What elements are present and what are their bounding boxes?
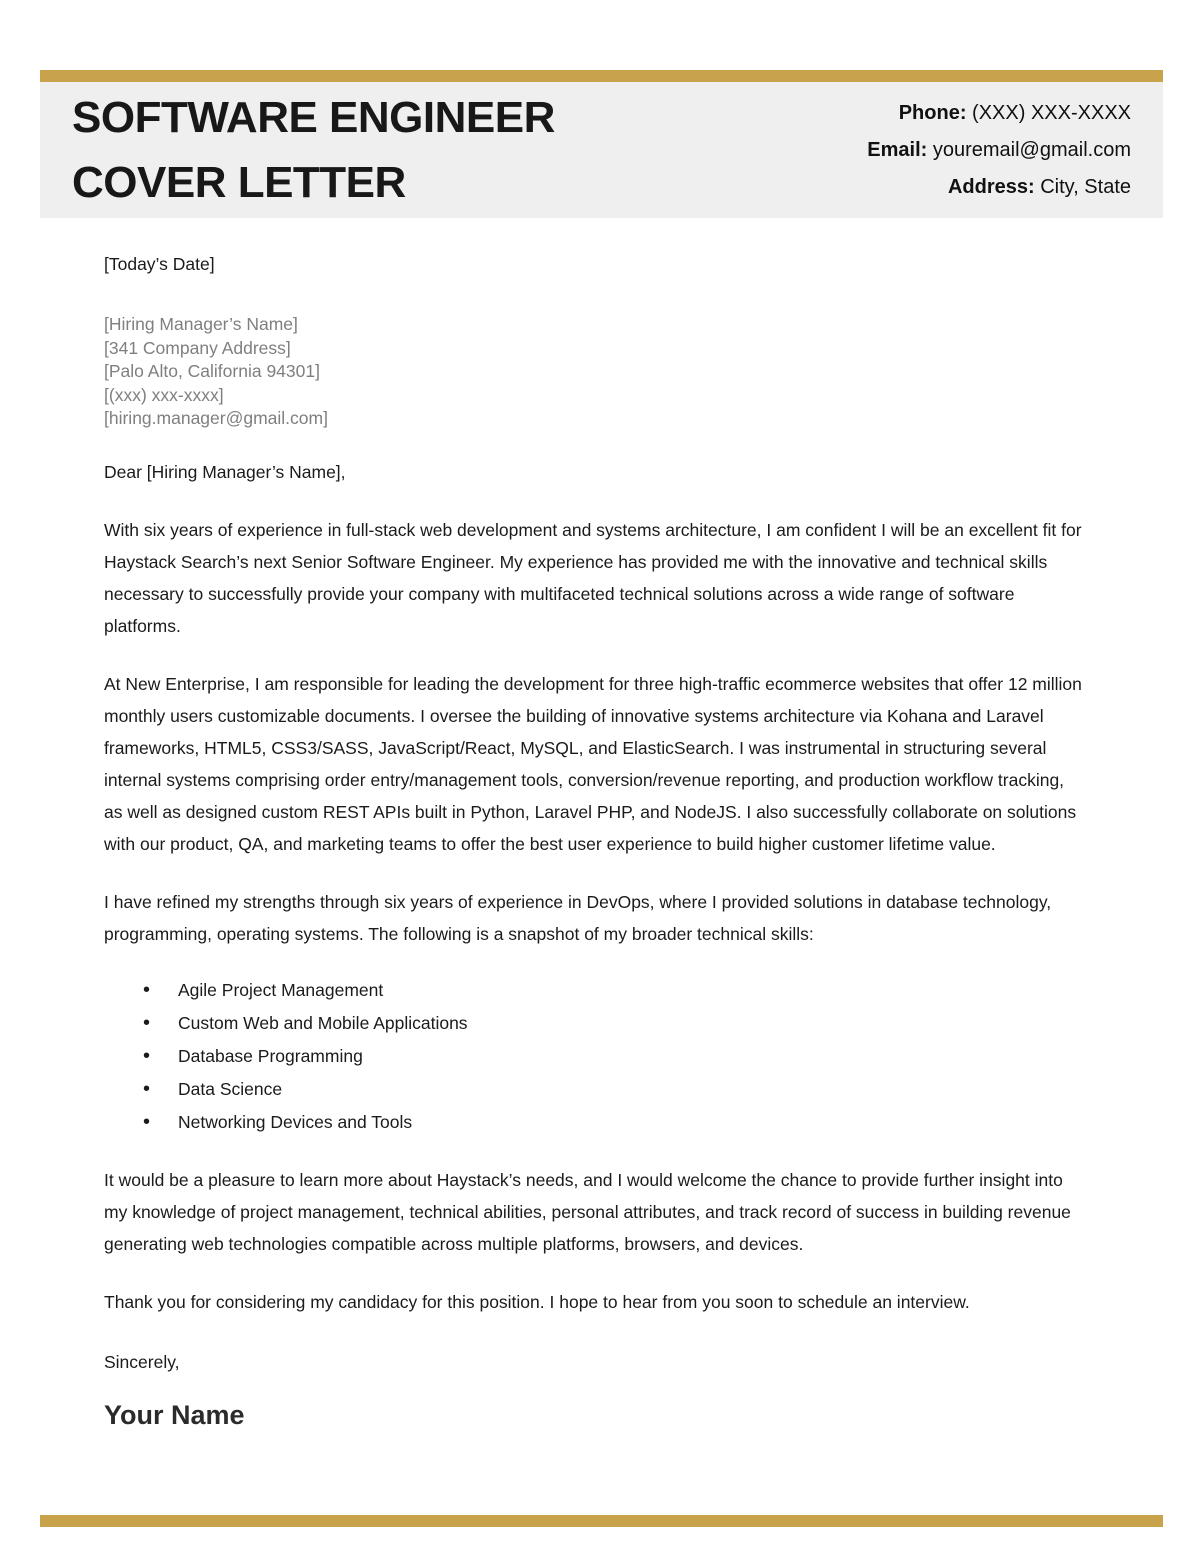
top-accent-bar: [40, 70, 1163, 82]
contact-info: [867, 95, 1131, 206]
signature-name: Your Name: [104, 1399, 245, 1430]
page-title: [72, 85, 555, 215]
letter-header: [40, 82, 1163, 218]
valediction: Sincerely,: [104, 1351, 180, 1372]
paragraph-thanks: Thank you for considering my candidacy for this position. I hope to hear from you soon to schedule an interview.: [104, 1291, 970, 1312]
skill-item: • Agile Project Management: [104, 974, 1087, 1006]
contact-phone: [867, 95, 1131, 132]
recipient-email: [hiring.manager@gmail.com]: [104, 408, 328, 428]
paragraph-skills-intro: I have refined my strengths through six years of experience in DevOps, where I provided solutions in database technology, programming, operating systems. The following is a snapshot of my broader technical skills:: [104, 891, 1052, 944]
letter-body: [0, 218, 1200, 1433]
contact-phone-label: Phone:: [898, 101, 967, 124]
skill-item: • Networking Devices and Tools: [104, 1106, 1087, 1138]
bottom-accent-bar: [40, 1515, 1163, 1527]
recipient-phone: [(xxx) xxx-xxxx]: [104, 384, 224, 405]
skills-list: [104, 974, 1087, 1138]
title-line-1: SOFTWARE ENGINEER: [72, 93, 555, 142]
skill-item: • Database Programming: [104, 1040, 1087, 1072]
letter-date: [Today’s Date]: [104, 254, 215, 274]
title-line-2: COVER LETTER: [72, 158, 406, 207]
contact-address: [867, 169, 1131, 206]
contact-email: [867, 132, 1131, 169]
salutation: Dear [Hiring Manager’s Name],: [104, 461, 346, 482]
recipient-name: [Hiring Manager’s Name]: [104, 314, 298, 334]
contact-phone-value: (XXX) XXX-XXXX: [966, 101, 1131, 124]
contact-address-label: Address:: [947, 175, 1035, 198]
recipient-block: [104, 313, 1087, 431]
skill-item: • Custom Web and Mobile Applications: [104, 1007, 1087, 1039]
paragraph-closing: It would be a pleasure to learn more about Haystack’s needs, and I would welcome the chance to provide further insight into my knowledge of project management, technical abilities, personal attributes, and track record of success in building revenue generating web technologies compatible across multiple platforms, browsers, and devices.: [104, 1169, 1071, 1254]
contact-email-label: Email:: [867, 138, 928, 161]
paragraph-intro: With six years of experience in full-stack web development and systems architecture, I am confident I will be an excellent fit for Haystack Search’s next Senior Software Engineer. My experience has provided me with the innovative and technical skills necessary to successfully provide your company with multifaceted technical solutions across a wide range of software platforms.: [104, 519, 1082, 636]
contact-address-value: City, State: [1034, 175, 1131, 198]
recipient-company-address: [341 Company Address]: [104, 337, 291, 358]
paragraph-experience: At New Enterprise, I am responsible for leading the development for three high-traffic ecommerce websites that offer 12 million monthly users customizable documents. I oversee the building of innovative systems architecture via Kohana and Laravel frameworks, HTML5, CSS3/SASS, JavaScript/React, MySQL, and ElasticSearch. I was instrumental in structuring several internal systems comprising order entry/management tools, conversion/revenue reporting, and production workflow tracking, as well as designed custom REST APIs built in Python, Laravel PHP, and NodeJS. I also successfully collaborate on solutions with our product, QA, and marketing teams to offer the best user experience to build higher customer lifetime value.: [104, 673, 1082, 854]
recipient-city-state-zip: [Palo Alto, California 94301]: [104, 361, 320, 381]
skill-item: • Data Science: [104, 1073, 1087, 1105]
contact-email-value: youremail@gmail.com: [927, 138, 1131, 161]
